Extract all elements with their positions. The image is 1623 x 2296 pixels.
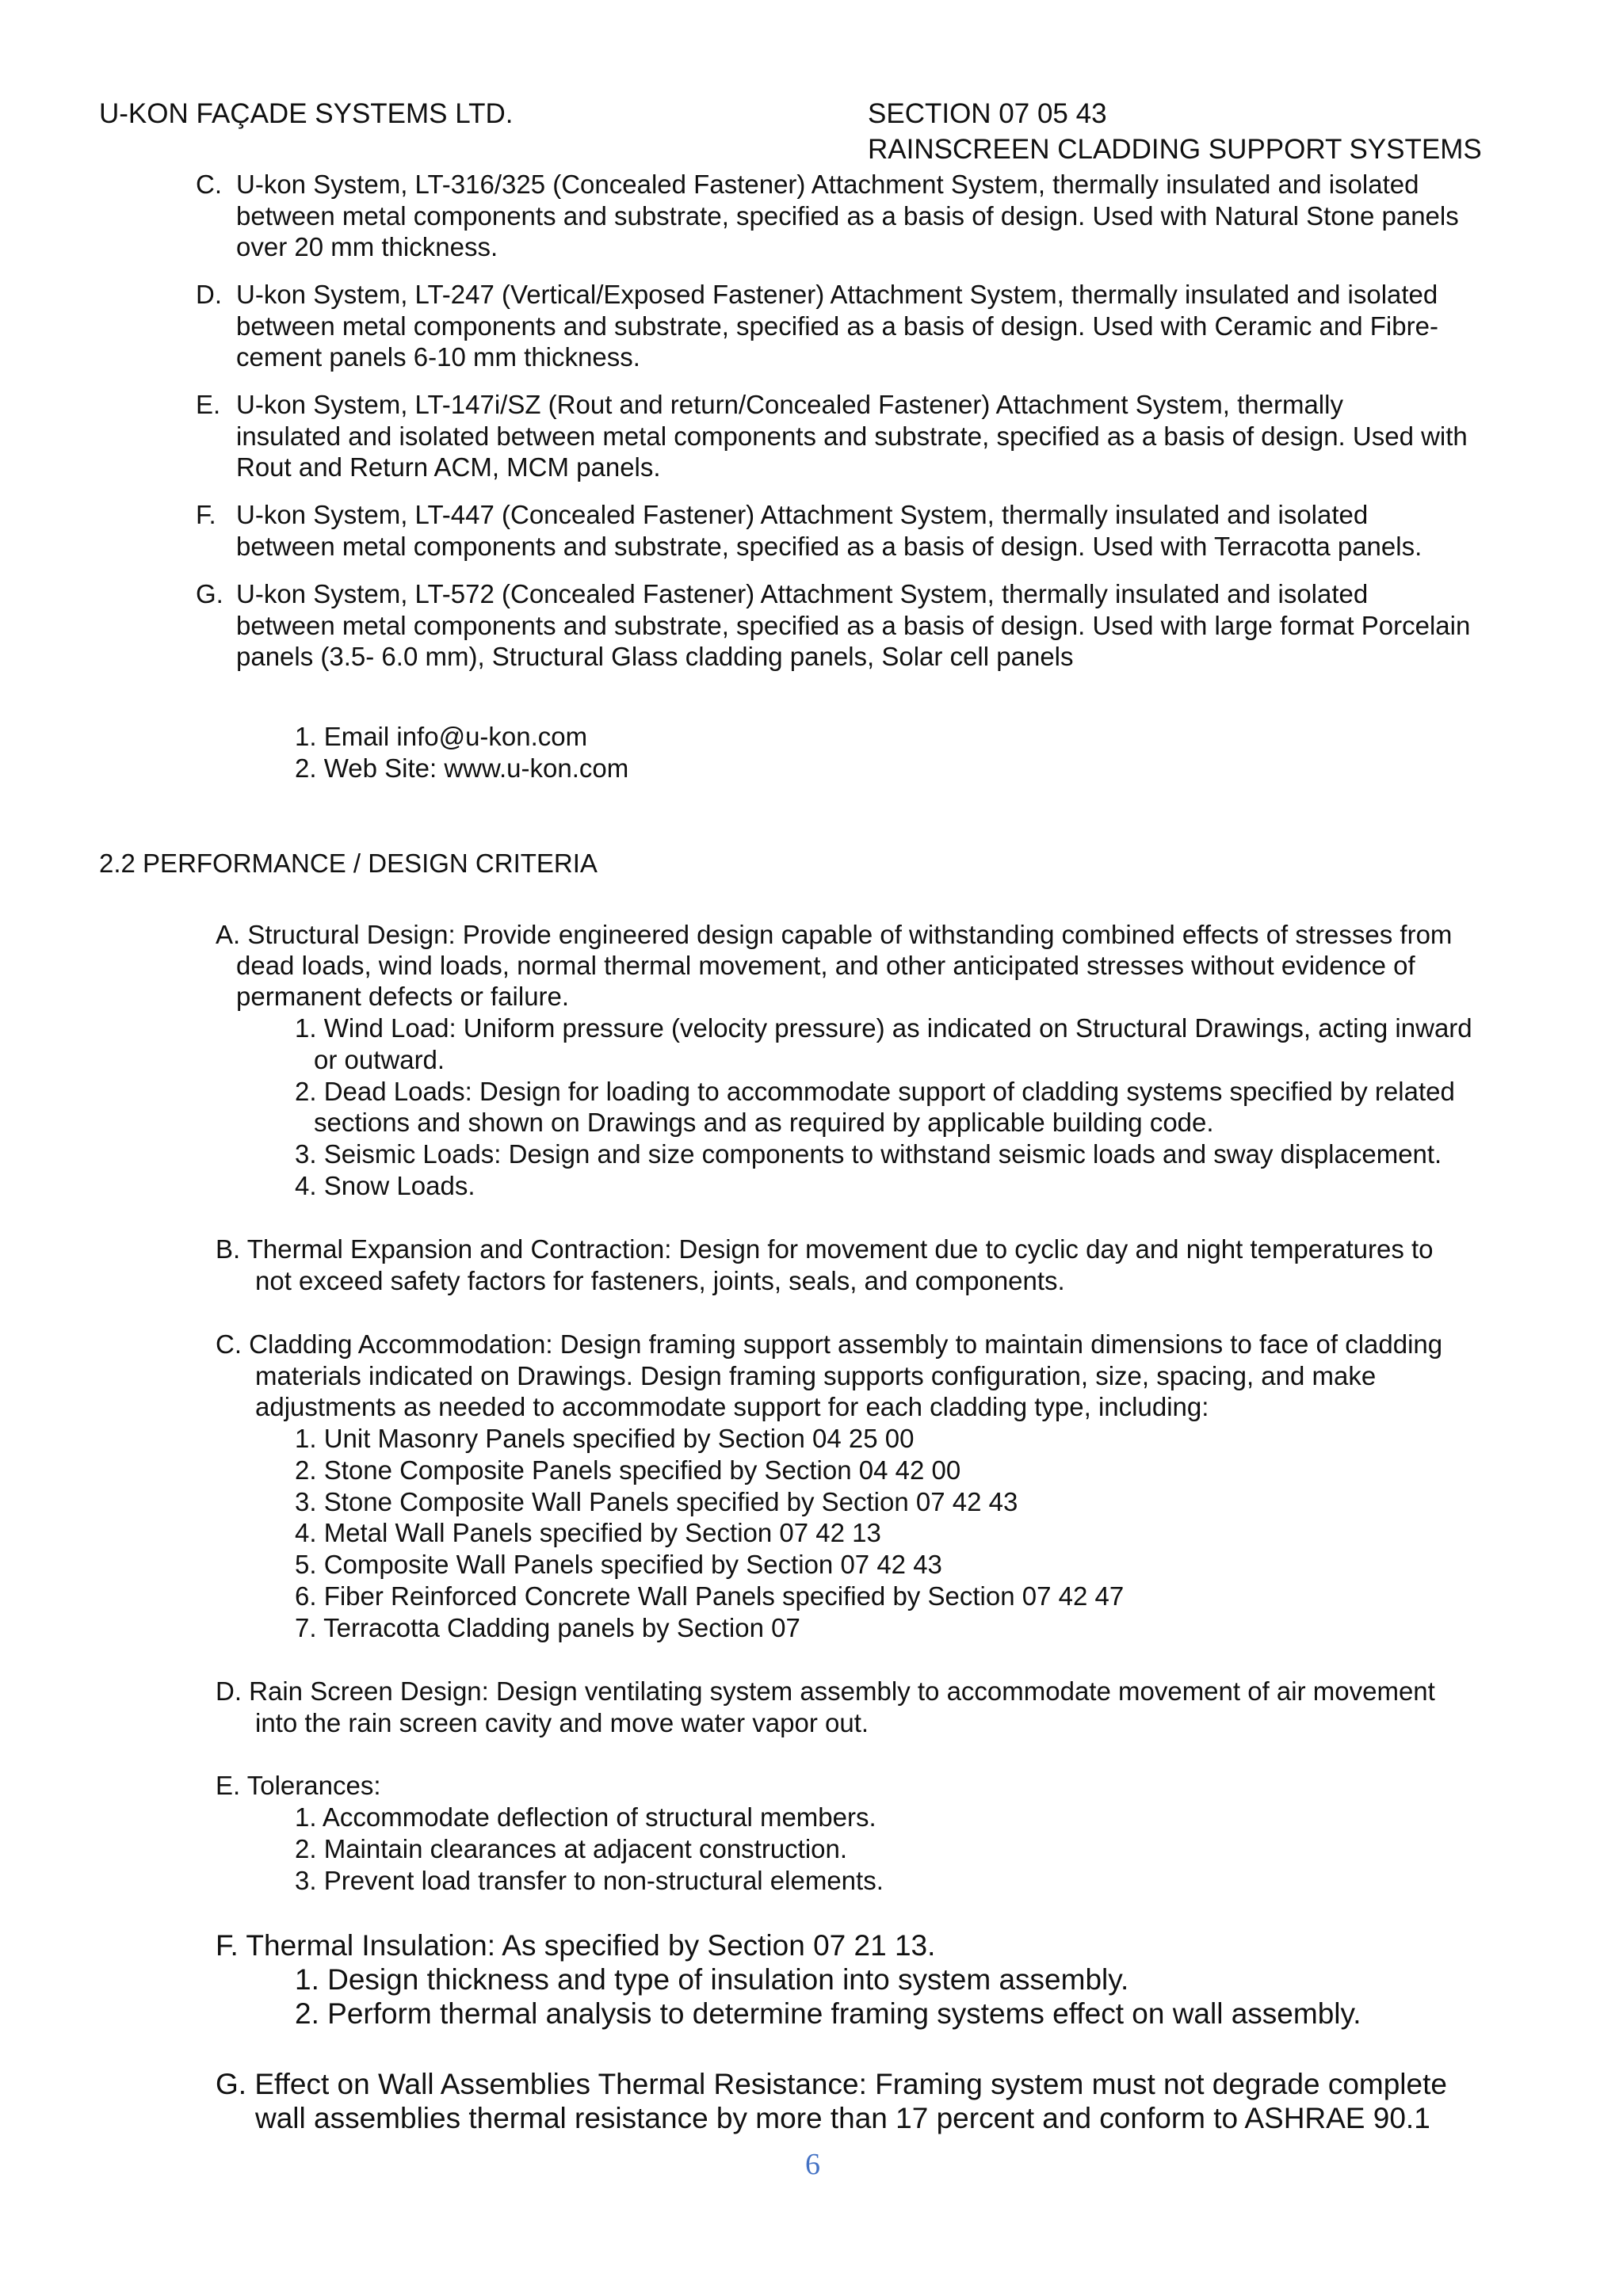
contact-website: 2. Web Site: www.u-kon.com (295, 753, 629, 783)
paragraph-line: between metal components and substrate, specified as a basis of design. Used with Ceramic and Fibre- (236, 311, 1438, 341)
paragraph-line: U-kon System, LT-247 (Vertical/Exposed Fastener) Attachment System, thermally insulated and isolated (236, 280, 1438, 309)
paragraph-line: U-kon System, LT-572 (Concealed Fastener) Attachment System, thermally insulated and isolated (236, 579, 1369, 608)
paragraph-line: between metal components and substrate, specified as a basis of design. Used with Terracotta panels. (236, 532, 1423, 561)
list-item-continuation: sections and shown on Drawings and as required by applicable building code. (314, 1108, 1214, 1137)
paragraph-line: insulated and isolated between metal components and substrate, specified as a basis of design. Used with (236, 421, 1468, 451)
paragraph-line: D. Rain Screen Design: Design ventilating system assembly to accommodate movement of air movement (216, 1676, 1435, 1706)
paragraph-line: into the rain screen cavity and move water vapor out. (255, 1708, 869, 1737)
list-item: 6. Fiber Reinforced Concrete Wall Panels specified by Section 07 42 47 (295, 1581, 1125, 1611)
paragraph-line: between metal components and substrate, specified as a basis of design. Used with Natural Stone panels (236, 201, 1459, 231)
paragraph-line: B. Thermal Expansion and Contraction: Design for movement due to cyclic day and night temperatures to (216, 1234, 1434, 1264)
list-item: 5. Composite Wall Panels specified by Section 07 42 43 (295, 1550, 942, 1579)
list-item: 4. Metal Wall Panels specified by Section 07 42 13 (295, 1518, 881, 1547)
paragraph-line: A. Structural Design: Provide engineered design capable of withstanding combined effects of stresses from (216, 920, 1453, 949)
section-number: SECTION 07 05 43 (868, 98, 1107, 129)
list-item: 2. Dead Loads: Design for loading to accommodate support of cladding systems specified by related (295, 1077, 1455, 1106)
list-item: 1. Design thickness and type of insulation into system assembly. (295, 1963, 1129, 1996)
paragraph-line: C. Cladding Accommodation: Design framing support assembly to maintain dimensions to face of cladding (216, 1329, 1443, 1359)
list-item: 3. Stone Composite Wall Panels specified by Section 07 42 43 (295, 1487, 1018, 1516)
paragraph-line: wall assemblies thermal resistance by more than 17 percent and conform to ASHRAE 90.1 (255, 2102, 1430, 2134)
list-letter: D. (196, 280, 222, 309)
paragraph-line: dead loads, wind loads, normal thermal movement, and other anticipated stresses without evidence of (236, 951, 1415, 980)
list-letter: C. (196, 170, 222, 199)
list-item: 4. Snow Loads. (295, 1171, 475, 1200)
paragraph-line: adjustments as needed to accommodate support for each cladding type, including: (255, 1392, 1209, 1421)
paragraph-line: over 20 mm thickness. (236, 232, 498, 261)
paragraph-line: U-kon System, LT-316/325 (Concealed Fastener) Attachment System, thermally insulated and isolated (236, 170, 1419, 199)
section-heading: 2.2 PERFORMANCE / DESIGN CRITERIA (99, 849, 598, 878)
list-letter: G. (196, 579, 223, 608)
paragraph-line: permanent defects or failure. (236, 982, 570, 1011)
criterion-heading: F. Thermal Insulation: As specified by Section 07 21 13. (216, 1929, 936, 1962)
paragraph-line: U-kon System, LT-447 (Concealed Fastener) Attachment System, thermally insulated and isolated (236, 500, 1369, 529)
paragraph-line: between metal components and substrate, specified as a basis of design. Used with large format Porcelain (236, 611, 1471, 640)
list-item-continuation: or outward. (314, 1045, 445, 1074)
list-item: 2. Stone Composite Panels specified by Section 04 42 00 (295, 1455, 961, 1485)
paragraph-line: cement panels 6-10 mm thickness. (236, 342, 640, 372)
paragraph-line: U-kon System, LT-147i/SZ (Rout and return/Concealed Fastener) Attachment System, thermally (236, 390, 1343, 419)
list-item: 7. Terracotta Cladding panels by Section 07 (295, 1613, 800, 1642)
list-item: 1. Unit Masonry Panels specified by Section 04 25 00 (295, 1424, 915, 1453)
list-letter: F. (196, 500, 216, 529)
paragraph-line: Rout and Return ACM, MCM panels. (236, 452, 661, 482)
paragraph-line: materials indicated on Drawings. Design framing supports configuration, size, spacing, and make (255, 1361, 1377, 1390)
list-item: 3. Seismic Loads: Design and size components to withstand seismic loads and sway displacement. (295, 1139, 1442, 1169)
company-name: U-KON FAÇADE SYSTEMS LTD. (99, 98, 514, 129)
list-item: 1. Wind Load: Uniform pressure (velocity pressure) as indicated on Structural Drawings, acting inward (295, 1013, 1472, 1043)
list-item: 2. Maintain clearances at adjacent construction. (295, 1834, 848, 1863)
paragraph-line: G. Effect on Wall Assemblies Thermal Resistance: Framing system must not degrade complete (216, 2068, 1447, 2100)
list-item: 3. Prevent load transfer to non-structural elements. (295, 1866, 884, 1895)
list-letter: E. (196, 390, 221, 419)
section-title: RAINSCREEN CLADDING SUPPORT SYSTEMS (868, 134, 1482, 165)
paragraph-line: not exceed safety factors for fasteners, joints, seals, and components. (255, 1266, 1065, 1295)
contact-email: 1. Email info@u-kon.com (295, 722, 588, 751)
criterion-heading: E. Tolerances: (216, 1771, 381, 1800)
paragraph-line: panels (3.5- 6.0 mm), Structural Glass cladding panels, Solar cell panels (236, 642, 1074, 671)
list-item: 2. Perform thermal analysis to determine framing systems effect on wall assembly. (295, 1997, 1361, 2030)
list-item: 1. Accommodate deflection of structural members. (295, 1802, 876, 1832)
page-number: 6 (805, 2148, 820, 2181)
